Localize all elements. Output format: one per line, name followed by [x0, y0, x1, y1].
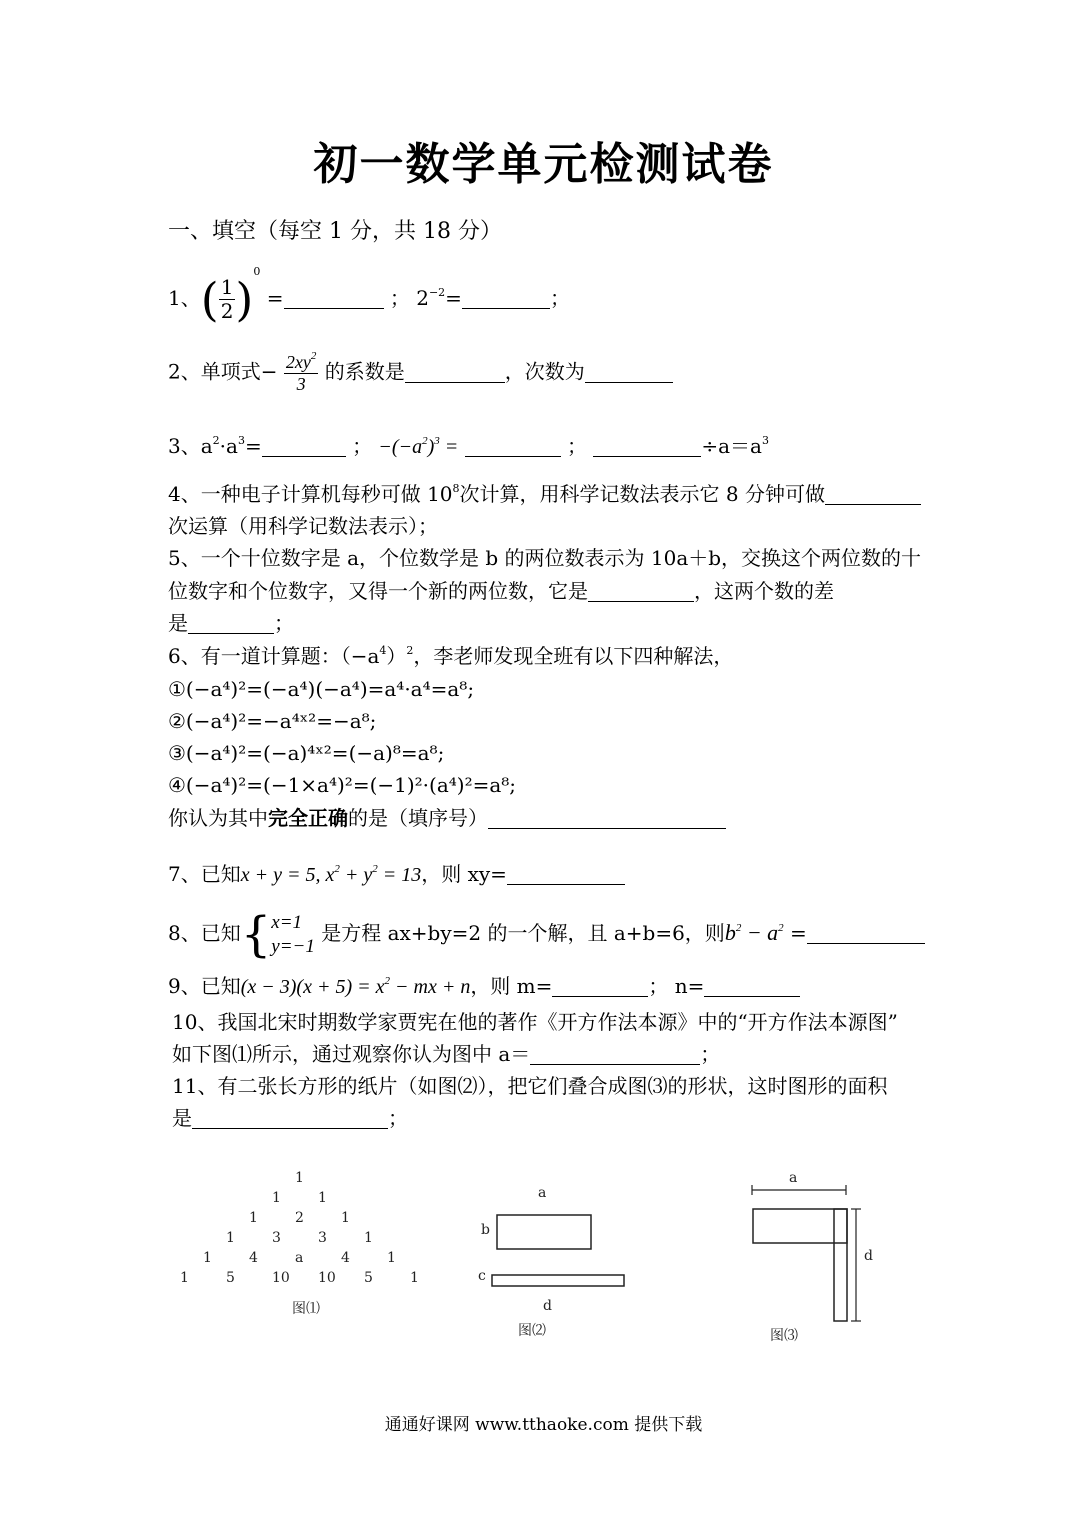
system-row-2: y=−1: [271, 935, 315, 957]
question-5-line1: 5、一个十位数字是 a，个位数学是 b 的两位数表示为 10a＋b，交换这个两位数的十: [168, 546, 922, 570]
question-5-line3: [168, 609, 294, 637]
exponent: 3: [237, 434, 245, 447]
identity: [241, 976, 471, 998]
triangle-cell: 5: [364, 1270, 373, 1286]
power-expression: [378, 436, 458, 458]
q1-number: 1、: [168, 286, 201, 310]
rectangle-ab: [497, 1215, 591, 1249]
question-2: [168, 352, 673, 394]
var-a: − a: [741, 920, 779, 945]
answer-blank-7[interactable]: [507, 864, 625, 885]
figure-2-rectangles: [470, 1180, 640, 1350]
solution-3: ③(−a⁴)²=(−a)⁴ˣ²=(−a)⁸=a⁸;: [168, 741, 445, 765]
label-b: b: [481, 1222, 490, 1238]
question-5-line2: [168, 577, 834, 605]
label-c: c: [478, 1268, 486, 1284]
separator: ；: [566, 434, 587, 458]
triangle-cell: 1: [387, 1250, 396, 1266]
equals-sign: =: [244, 434, 262, 458]
section-heading: 一、填空（每空 1 分，共 18 分）: [168, 219, 502, 244]
question-4-line2: 次运算（用科学记数法表示）；: [168, 514, 438, 538]
frac-num: 1: [220, 275, 234, 299]
answer-blank-1a[interactable]: [284, 288, 384, 309]
exponent: 8: [452, 482, 460, 495]
triangle-cell: 4: [249, 1250, 258, 1266]
answer-blank-9b[interactable]: [704, 976, 800, 997]
question-6-line1: [168, 642, 733, 670]
question-1: [168, 265, 570, 327]
exponent: 2: [212, 434, 220, 447]
q7-label: 7、已知: [168, 862, 241, 886]
triangle-cell: 10: [272, 1270, 290, 1286]
equals-sign: =: [266, 286, 284, 310]
frac-num: 2xy: [285, 352, 311, 372]
separator: ；: [352, 434, 373, 458]
equals-sign: =: [444, 436, 459, 458]
answer-blank-6[interactable]: [488, 808, 726, 829]
label-a: a: [789, 1170, 798, 1186]
system-row-1: x=1: [271, 911, 303, 933]
answer-blank-2b[interactable]: [585, 362, 673, 383]
division-expression: ÷a＝a: [701, 434, 762, 458]
eq-part: x + y = 5, x: [240, 864, 335, 886]
equals-sign-2: =: [445, 286, 462, 310]
q4-text-b: 次计算，用科学记数法表示它 8 分钟可做: [459, 482, 825, 506]
left-paren: (: [200, 272, 219, 327]
figure-3-overlap: [740, 1175, 880, 1335]
triangle-cell: 3: [272, 1230, 281, 1246]
q6-text: 6、有一道计算题：（−a: [168, 644, 380, 668]
label-d: d: [543, 1298, 552, 1314]
triangle-cell: 1: [203, 1250, 212, 1266]
answer-blank-11[interactable]: [192, 1108, 388, 1129]
answer-blank-3a[interactable]: [262, 436, 346, 457]
eq-part: = 13: [377, 864, 422, 886]
base-two: 2: [416, 286, 429, 310]
exponent: 2: [310, 350, 317, 362]
question-11-line1: 11、有二张长方形的纸片（如图⑵），把它们叠合成图⑶的形状，这时图形的面积: [172, 1074, 888, 1098]
minus-sign: −: [378, 436, 392, 458]
page-title: 初一数学单元检测试卷: [313, 139, 774, 190]
q9-label: 9、已知: [168, 974, 241, 998]
brace-symbol: {: [240, 906, 272, 963]
rectangle-cd: [492, 1275, 624, 1286]
triangle-cell: 3: [318, 1230, 327, 1246]
answer-blank-9a[interactable]: [552, 976, 648, 997]
q5-text-b: ，这两个数的差: [694, 579, 834, 603]
triangle-cell: a: [295, 1250, 304, 1266]
question-4-line1: [168, 480, 921, 508]
footer-credit: 通通好课网 www.tthaoke.com 提供下载: [384, 1415, 703, 1435]
exponent: 2: [422, 435, 428, 447]
triangle-cell: 1: [364, 1230, 373, 1246]
separator: ；: [389, 286, 410, 310]
question-10-line2: [172, 1040, 720, 1068]
answer-blank-8[interactable]: [807, 923, 925, 944]
exponent: 2: [778, 922, 784, 934]
exponent: 2: [735, 922, 742, 934]
triangle-cell: 1: [180, 1270, 189, 1286]
answer-blank-3b[interactable]: [465, 436, 561, 457]
q2-label: 2、单项式: [168, 359, 261, 384]
answer-blank-2a[interactable]: [405, 362, 505, 383]
q11-text: 是: [172, 1106, 192, 1130]
figure-1-caption: 图⑴: [292, 1301, 320, 1317]
q4-text: 4、一种电子计算机每秒可做 10: [168, 482, 453, 506]
q5-text-c: 是: [168, 611, 188, 635]
q7-ask: ，则 xy=: [421, 862, 507, 886]
identity-part: − mx + n: [390, 976, 471, 998]
triangle-cell: 1: [318, 1190, 327, 1206]
question-10-line1: 10、我国北宋时期数学家贾宪在他的著作《开方作法本源》中的“开方作法本源图”: [172, 1010, 898, 1034]
end-mark: ；: [274, 611, 294, 635]
label-a: a: [538, 1185, 547, 1201]
exponent: 2: [372, 863, 378, 875]
answer-blank-4[interactable]: [825, 484, 921, 505]
question-3: [168, 432, 769, 461]
exponent: 4: [379, 644, 387, 657]
solution-4: ④(−a⁴)²=(−1×a⁴)²=(−1)²·(a⁴)²=a⁸;: [168, 773, 517, 797]
question-11-line2: [172, 1104, 408, 1132]
exponent: 2: [406, 644, 414, 657]
vertical-rectangle: [834, 1209, 847, 1321]
q9-ask: ，则 m=: [470, 974, 553, 998]
frac-den: 3: [296, 373, 306, 394]
triangle-cell: 4: [341, 1250, 350, 1266]
end-mark: ；: [700, 1042, 721, 1066]
expression: [725, 920, 784, 945]
answer-blank-1b[interactable]: [462, 288, 550, 309]
end-mark: ；: [549, 286, 570, 310]
triangle-cell: 1: [272, 1190, 281, 1206]
end-mark: ；: [388, 1106, 408, 1130]
ask-text: 你认为其中: [168, 806, 268, 830]
triangle-cell: 5: [226, 1270, 235, 1286]
monomial-fraction: [284, 352, 318, 394]
minus-sign: −: [260, 359, 278, 384]
identity-part: (x − 3)(x + 5) = x: [240, 976, 385, 998]
answer-blank-5b[interactable]: [188, 613, 274, 634]
question-7: [168, 860, 625, 889]
q3-label: 3、a: [168, 434, 213, 458]
question-6-ask: [168, 804, 726, 832]
triangle-cell: 1: [341, 1210, 350, 1226]
question-8: [168, 905, 925, 961]
q6-text-b: ）: [386, 644, 407, 668]
q9-ask-b: ； n=: [648, 974, 705, 998]
triangle-cell: 1: [410, 1270, 419, 1286]
triangle-cell: 1: [295, 1170, 304, 1186]
triangle-cell: 1: [226, 1230, 235, 1246]
exponent: 3: [434, 435, 440, 447]
right-paren: ): [235, 272, 254, 327]
exponent: 2: [334, 863, 340, 875]
q6-text-c: ，李老师发现全班有以下四种解法，: [413, 644, 734, 668]
q10-text: 如下图⑴所示，通过观察你认为图中 a＝: [172, 1042, 531, 1066]
emphasis-text: 完全正确: [268, 806, 348, 830]
degree-text: ，次数为: [504, 359, 585, 384]
solution-2: ②(−a⁴)²=−a⁴ˣ²=−a⁸;: [168, 709, 377, 733]
close-paren: ): [427, 436, 435, 458]
q8-label: 8、已知: [168, 921, 241, 945]
answer-blank-5a[interactable]: [588, 581, 694, 602]
solution-1: ①(−a⁴)²=(−a⁴)(−a⁴)=a⁴·a⁴=a⁸;: [168, 677, 475, 701]
q5-text: 位数字和个位数字，又得一个新的两位数，它是: [168, 579, 588, 603]
exponent: 3: [761, 434, 769, 447]
product: ·a: [219, 434, 238, 458]
exponent-neg2: −2: [428, 286, 446, 299]
frac-den: 2: [220, 299, 234, 323]
horizontal-rectangle: [753, 1209, 847, 1243]
triangle-cell: 2: [295, 1210, 304, 1226]
question-9: [168, 972, 800, 1001]
ask-text-b: 的是（填序号）: [348, 806, 488, 830]
equals-sign: =: [783, 921, 807, 945]
label-d: d: [864, 1248, 873, 1264]
exponent: 2: [384, 975, 390, 987]
inner-term: (−a: [391, 436, 423, 458]
figure-2-caption: 图⑵: [518, 1323, 546, 1339]
answer-blank-3c[interactable]: [593, 436, 701, 457]
exponent-zero: 0: [253, 265, 261, 278]
figure-3-caption: 图⑶: [770, 1328, 798, 1344]
triangle-cell: 10: [318, 1270, 336, 1286]
fraction-half: [219, 276, 236, 323]
equation-system: [271, 911, 315, 959]
answer-blank-10[interactable]: [530, 1044, 700, 1065]
equation: [241, 864, 422, 886]
eq-part: + y: [339, 864, 373, 886]
var-b: b: [724, 920, 736, 945]
triangle-cell: 1: [249, 1210, 258, 1226]
coefficient-text: 的系数是: [324, 359, 405, 384]
q8-text: 是方程 ax+by=2 的一个解，且 a+b=6，则: [321, 921, 725, 945]
